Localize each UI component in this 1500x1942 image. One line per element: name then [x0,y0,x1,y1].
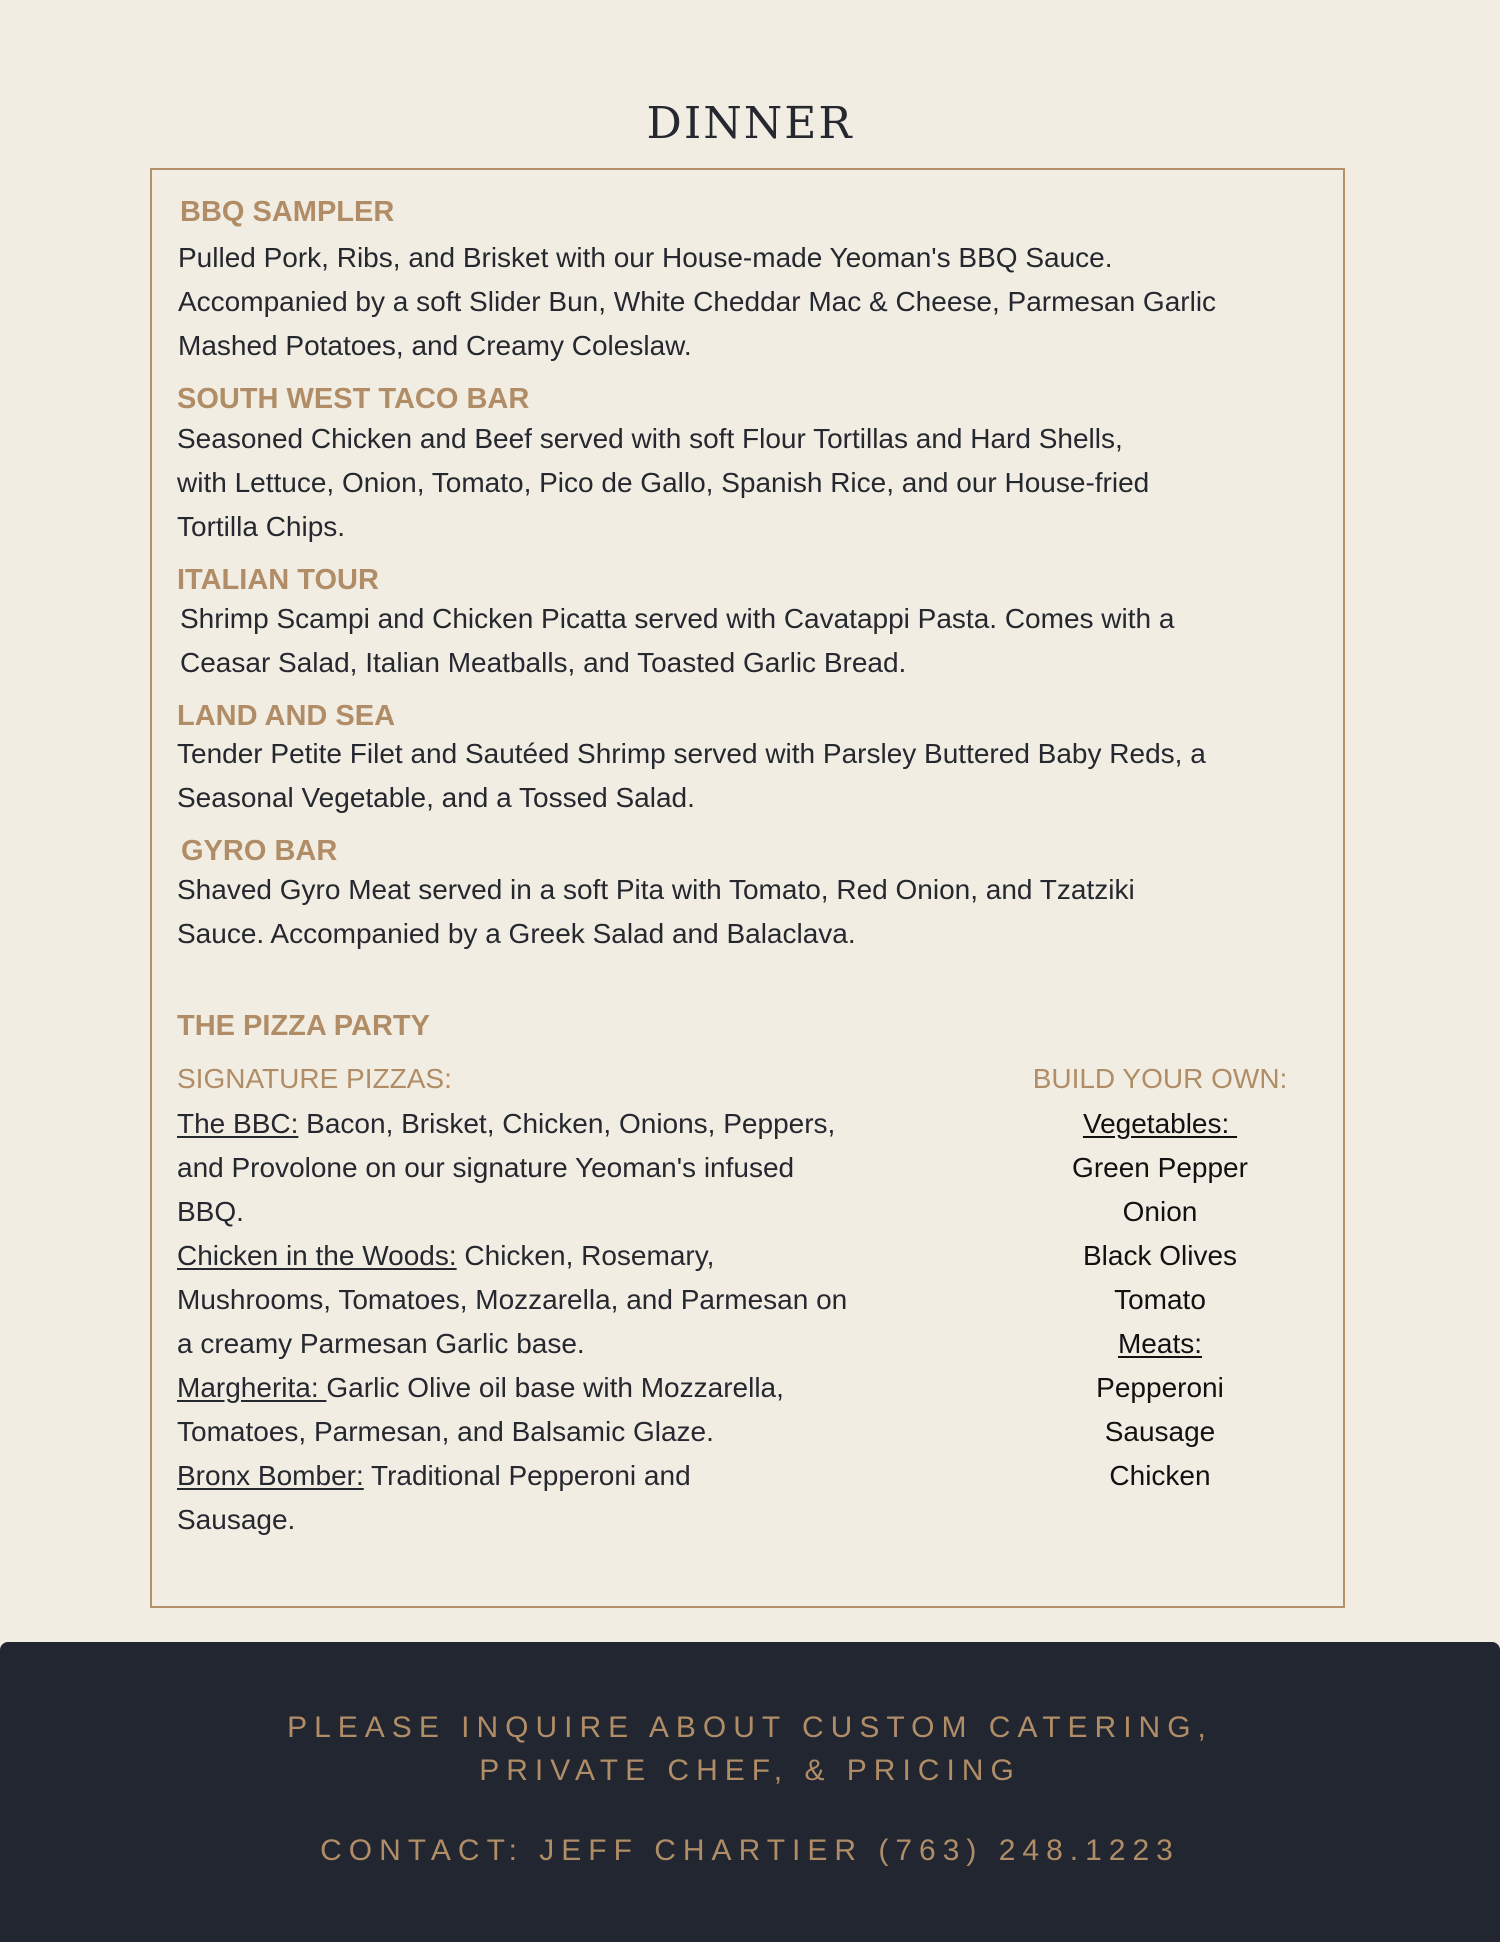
pizza-item-bronx-bomber [177,1454,797,1542]
topping-item: Black Olives [1082,1240,1238,1271]
section-description-italian-tour: Shrimp Scampi and Chicken Picatta served with Cavatappi Pasta. Comes with a Ceasar Salad, Italian Meatballs, and Toasted Garlic Bread. [180,603,1175,678]
pizza-item-margherita [177,1366,857,1454]
topping-item: Green Pepper [1072,1152,1248,1183]
pizza-name: Margherita: [177,1372,327,1403]
pizza-name: Chicken in the Woods: [177,1240,457,1271]
build-your-own-heading: BUILD YOUR OWN: [1032,1063,1288,1094]
section-heading-taco-bar: SOUTH WEST TACO BAR [177,383,530,415]
pizza-description: Traditional Pepperoni and Sausage. [177,1460,691,1535]
pizza-description: Garlic Olive oil base with Mozzarella, Tomatoes, Parmesan, and Balsamic Glaze. [177,1372,784,1447]
topping-item: Sausage [1104,1416,1216,1447]
topping-item: Chicken [1109,1460,1211,1491]
topping-item: Pepperoni [1096,1372,1224,1403]
signature-pizza-list [177,1102,857,1542]
pizza-description: Chicken, Rosemary, Mushrooms, Tomatoes, Mozzarella, and Parmesan on a creamy Parmesan Garlic base. [177,1240,848,1359]
footer-inquiry-line-1: PLEASE INQUIRE ABOUT CUSTOM CATERING, [287,1711,1213,1744]
pizza-description: Bacon, Brisket, Chicken, Onions, Peppers, and Provolone on our signature Yeoman's infused BBQ. [177,1108,836,1227]
section-description-bbq-sampler: Pulled Pork, Ribs, and Brisket with our House-made Yeoman's BBQ Sauce. Accompanied by a soft Slider Bun, White Cheddar Mac & Cheese, Parmesan Garlic Mashed Potatoes, and Creamy Coleslaw. [178,242,1217,361]
section-description-taco-bar: Seasoned Chicken and Beef served with soft Flour Tortillas and Hard Shells, with Lettuce, Onion, Tomato, Pico de Gallo, Spanish Rice, and our House-fried Tortilla Chips. [177,423,1150,542]
pizza-item-chicken-in-the-woods [177,1234,857,1366]
pizza-name: The BBC: [177,1108,299,1139]
footer-inquiry-line-2: PRIVATE CHEF, & PRICING [479,1754,1021,1787]
topping-item: Onion [1122,1196,1198,1227]
footer-contact: CONTACT: JEFF CHARTIER (763) 248.1223 [320,1834,1180,1867]
page-title: DINNER [646,98,854,149]
section-heading-gyro-bar: GYRO BAR [181,835,338,867]
section-heading-pizza-party: THE PIZZA PARTY [177,1010,430,1042]
section-description-gyro-bar: Shaved Gyro Meat served in a soft Pita with Tomato, Red Onion, and Tzatziki Sauce. Accompanied by a Greek Salad and Balaclava. [177,874,1135,949]
signature-pizzas-heading: SIGNATURE PIZZAS: [177,1063,452,1094]
section-description-land-and-sea: Tender Petite Filet and Sautéed Shrimp served with Parsley Buttered Baby Reds, a Seasonal Vegetable, and a Tossed Salad. [177,738,1206,813]
footer [0,1642,1500,1942]
pizza-item-the-bbc [177,1102,857,1234]
vegetables-label: Vegetables: [1082,1108,1238,1139]
section-heading-italian-tour: ITALIAN TOUR [177,564,379,596]
section-heading-land-and-sea: LAND AND SEA [177,700,396,732]
pizza-name: Bronx Bomber: [177,1460,364,1491]
meats-label: Meats: [1117,1328,1203,1359]
topping-item: Tomato [1114,1284,1206,1315]
section-heading-bbq-sampler: BBQ SAMPLER [180,196,395,228]
build-your-own-list [1010,1102,1310,1498]
